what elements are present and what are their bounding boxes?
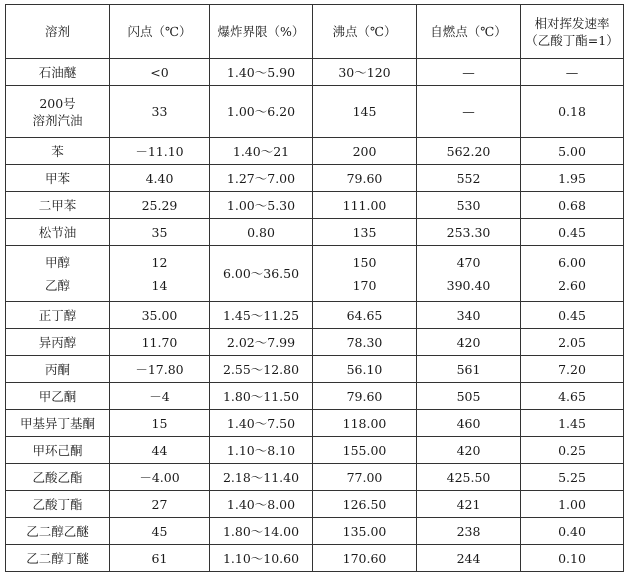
- cell-explosion: 1.80～11.50: [210, 383, 313, 410]
- cell-volatility: 0.10: [521, 545, 624, 572]
- header-explosion-limit: 爆炸界限（%）: [210, 5, 313, 59]
- table-row: [6, 302, 624, 329]
- cell-solvent: 乙二醇丁醚: [6, 545, 110, 572]
- cell-flash: 35: [110, 219, 210, 246]
- cell-flash-line2: 14: [151, 277, 168, 293]
- cell-solvent: 异丙醇: [6, 329, 110, 356]
- cell-flash: 27: [110, 491, 210, 518]
- cell-volatility: 0.68: [521, 192, 624, 219]
- table-row: [6, 383, 624, 410]
- cell-boiling: 64.65: [313, 302, 417, 329]
- cell-autoignition: 561: [417, 356, 521, 383]
- cell-stack: [419, 254, 518, 294]
- cell-volatility: 1.95: [521, 165, 624, 192]
- cell-volatility: 4.65: [521, 383, 624, 410]
- table-row: [6, 246, 624, 302]
- cell-stack: [523, 254, 621, 294]
- cell-solvent: 甲基异丁基酮: [6, 410, 110, 437]
- cell-solvent: 石油醚: [6, 59, 110, 86]
- table-row: [6, 192, 624, 219]
- cell-solvent: 正丁醇: [6, 302, 110, 329]
- cell-flash: <0: [110, 59, 210, 86]
- cell-stack: [315, 254, 414, 294]
- cell-flash: 11.70: [110, 329, 210, 356]
- cell-boiling-line1: 150: [352, 254, 377, 270]
- cell-flash: 15: [110, 410, 210, 437]
- cell-volatility: 0.25: [521, 437, 624, 464]
- cell-boiling: 56.10: [313, 356, 417, 383]
- cell-autoignition: 238: [417, 518, 521, 545]
- cell-boiling-line2: 170: [352, 277, 377, 293]
- cell-solvent: 松节油: [6, 219, 110, 246]
- cell-boiling: 78.30: [313, 329, 417, 356]
- cell-solvent: 乙二醇乙醚: [6, 518, 110, 545]
- cell-explosion: 6.00～36.50: [210, 246, 313, 302]
- cell-autoignition: 460: [417, 410, 521, 437]
- cell-flash: 45: [110, 518, 210, 545]
- cell-solvent-line1: 200号: [39, 95, 76, 111]
- table-row: [6, 410, 624, 437]
- cell-boiling: 135: [313, 219, 417, 246]
- table-row: [6, 138, 624, 165]
- cell-stack: [8, 254, 107, 294]
- cell-boiling: 155.00: [313, 437, 417, 464]
- cell-autoignition: 340: [417, 302, 521, 329]
- cell-autoignition: 420: [417, 329, 521, 356]
- cell-solvent: 丙酮: [6, 356, 110, 383]
- cell-flash: 33: [110, 86, 210, 138]
- cell-explosion: 1.27～7.00: [210, 165, 313, 192]
- header-volatility-line2: （乙酸丁酯=1）: [525, 32, 619, 48]
- cell-boiling: 30～120: [313, 59, 417, 86]
- cell-solvent: 苯: [6, 138, 110, 165]
- cell-autoignition: [417, 246, 521, 302]
- cell-flash: 25.29: [110, 192, 210, 219]
- cell-explosion: 1.10～8.10: [210, 437, 313, 464]
- cell-flash: 35.00: [110, 302, 210, 329]
- cell-solvent: 乙酸乙酯: [6, 464, 110, 491]
- cell-volatility-line1: 6.00: [558, 254, 586, 270]
- cell-explosion: 0.80: [210, 219, 313, 246]
- cell-autoignition: 244: [417, 545, 521, 572]
- table-row: [6, 329, 624, 356]
- cell-solvent-line2: 乙醇: [44, 277, 70, 293]
- cell-volatility: 5.25: [521, 464, 624, 491]
- cell-solvent: 甲乙酮: [6, 383, 110, 410]
- cell-stack: [112, 254, 207, 294]
- header-row: [6, 5, 624, 59]
- cell-flash: [110, 246, 210, 302]
- cell-solvent: 甲苯: [6, 165, 110, 192]
- cell-flash-line1: 12: [151, 254, 168, 270]
- cell-explosion: 1.40～5.90: [210, 59, 313, 86]
- cell-boiling: 135.00: [313, 518, 417, 545]
- cell-flash: －4: [110, 383, 210, 410]
- table-row: [6, 437, 624, 464]
- table-row: [6, 165, 624, 192]
- cell-boiling: 118.00: [313, 410, 417, 437]
- cell-boiling: 170.60: [313, 545, 417, 572]
- table-row: [6, 356, 624, 383]
- cell-autoignition: 552: [417, 165, 521, 192]
- cell-volatility: 1.00: [521, 491, 624, 518]
- cell-explosion: 2.18～11.40: [210, 464, 313, 491]
- cell-boiling: 200: [313, 138, 417, 165]
- cell-volatility: 0.45: [521, 219, 624, 246]
- cell-explosion: 1.00～6.20: [210, 86, 313, 138]
- cell-boiling: 145: [313, 86, 417, 138]
- cell-volatility-line2: 2.60: [558, 277, 586, 293]
- cell-volatility: 7.20: [521, 356, 624, 383]
- header-relative-volatility: [521, 5, 624, 59]
- header-solvent: 溶剂: [6, 5, 110, 59]
- cell-volatility: [521, 246, 624, 302]
- cell-autoignition-line2: 390.40: [446, 277, 491, 293]
- cell-volatility: 5.00: [521, 138, 624, 165]
- cell-explosion: 1.10～10.60: [210, 545, 313, 572]
- cell-autoignition: —: [417, 86, 521, 138]
- cell-flash: 44: [110, 437, 210, 464]
- table-row: [6, 219, 624, 246]
- table-row: [6, 545, 624, 572]
- cell-volatility: 1.45: [521, 410, 624, 437]
- cell-autoignition: 505: [417, 383, 521, 410]
- header-autoignition-point: 自燃点（℃）: [417, 5, 521, 59]
- cell-boiling: 79.60: [313, 383, 417, 410]
- cell-flash: 61: [110, 545, 210, 572]
- cell-boiling: [313, 246, 417, 302]
- cell-volatility: 0.40: [521, 518, 624, 545]
- cell-solvent-line1: 甲醇: [44, 254, 70, 270]
- cell-volatility: —: [521, 59, 624, 86]
- header-boiling-point: 沸点（℃）: [313, 5, 417, 59]
- cell-solvent: [6, 86, 110, 138]
- table-row: [6, 86, 624, 138]
- cell-explosion: 1.45～11.25: [210, 302, 313, 329]
- table-body: [6, 5, 624, 572]
- cell-autoignition: 253.30: [417, 219, 521, 246]
- cell-boiling: 79.60: [313, 165, 417, 192]
- cell-explosion: 1.40～8.00: [210, 491, 313, 518]
- cell-solvent: 乙酸丁酯: [6, 491, 110, 518]
- cell-volatility: 0.18: [521, 86, 624, 138]
- cell-solvent: [6, 246, 110, 302]
- cell-boiling: 111.00: [313, 192, 417, 219]
- cell-solvent-line2: 溶剂汽油: [32, 112, 83, 128]
- cell-autoignition: —: [417, 59, 521, 86]
- header-flash-point: 闪点（℃）: [110, 5, 210, 59]
- cell-explosion: 1.80～14.00: [210, 518, 313, 545]
- cell-autoignition: 421: [417, 491, 521, 518]
- cell-autoignition: 562.20: [417, 138, 521, 165]
- cell-volatility: 2.05: [521, 329, 624, 356]
- solvent-properties-table: [5, 4, 624, 572]
- cell-autoignition: 530: [417, 192, 521, 219]
- cell-flash: 4.40: [110, 165, 210, 192]
- cell-solvent: 甲环己酮: [6, 437, 110, 464]
- cell-flash: －17.80: [110, 356, 210, 383]
- table-row: [6, 491, 624, 518]
- cell-explosion: 2.55～12.80: [210, 356, 313, 383]
- table-row: [6, 518, 624, 545]
- cell-autoignition-line1: 470: [456, 254, 481, 270]
- cell-solvent: 二甲苯: [6, 192, 110, 219]
- cell-explosion: 1.00～5.30: [210, 192, 313, 219]
- cell-boiling: 126.50: [313, 491, 417, 518]
- cell-explosion: 2.02～7.99: [210, 329, 313, 356]
- cell-flash: －4.00: [110, 464, 210, 491]
- cell-boiling: 77.00: [313, 464, 417, 491]
- table-row: [6, 464, 624, 491]
- table-row: [6, 59, 624, 86]
- cell-autoignition: 425.50: [417, 464, 521, 491]
- cell-flash: －11.10: [110, 138, 210, 165]
- cell-explosion: 1.40～21: [210, 138, 313, 165]
- cell-autoignition: 420: [417, 437, 521, 464]
- header-volatility-line1: 相对挥发速率: [534, 15, 610, 31]
- cell-explosion: 1.40～7.50: [210, 410, 313, 437]
- cell-volatility: 0.45: [521, 302, 624, 329]
